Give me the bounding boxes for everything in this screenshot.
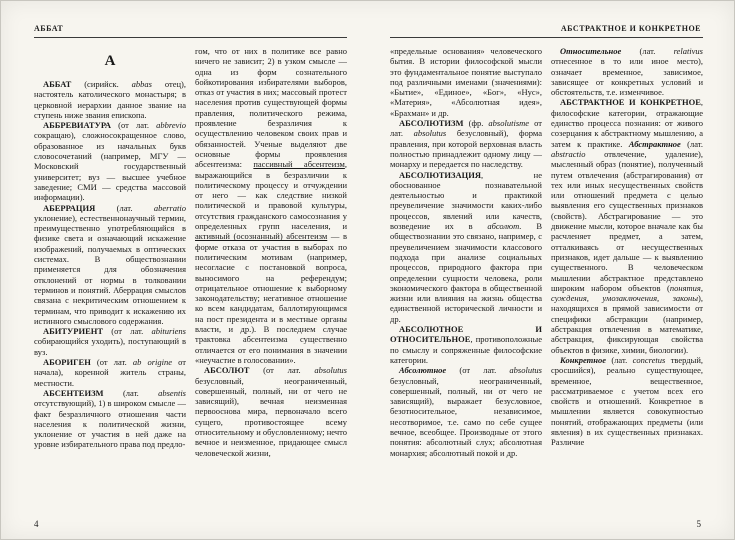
- emphasis-text: abbas: [131, 79, 152, 89]
- section-letter: А: [104, 53, 116, 69]
- emphasis-text: absolutisme: [488, 118, 530, 129]
- dictionary-entry: АБСОЛЮТ (от лат. absolutus безусловный, неограниченный, совершенный, полный, ни от чего не зависящий), вечная неизменная первооснова мира, первоначало всего сущего, противостоящее всему относительному и обусловленному; нечто вечное и неизменное, придающее смысл человеческой жизни,: [195, 365, 347, 458]
- running-head-left: АББАТ: [34, 24, 64, 33]
- text-column-2: [195, 46, 347, 520]
- emphasis-text: абсолют.: [487, 221, 522, 232]
- dictionary-entry: Относительное (лат. relativus отнесенное в то или иное место), означает временное, зависимое, зависящее от конкретных условий и обстоятельств, т.е. изменчивое.: [551, 46, 703, 98]
- emphasis-text: abstractio: [551, 148, 586, 159]
- text-column-4: [551, 46, 703, 520]
- emphasis-text: absentis: [158, 387, 186, 398]
- emphasis-text: absolutus: [314, 365, 347, 376]
- page-number-right: 5: [696, 519, 701, 529]
- entry-term: АБСОЛЮТ: [204, 365, 250, 376]
- emphasis-text: abituriens: [151, 326, 186, 337]
- entry-term: Относительное: [560, 46, 622, 56]
- dictionary-entry: АБСТРАКТНОЕ И КОНКРЕТНОЕ, философские категории, отражающие единство процесса познания: от живого созерцания к абстрактному мышлению, а затем к практике. Абстрактное (лат. abstractio отвлечение, удаление), мысленный образ (понятие), полученный путем отвлечения (абстрагирования) от тех или иных несущественных свойств или отношений предмета с целью выявления его существенных признаков (свойств). Абстрагирование — это движение мысли, которое вначале как бы расчленяет предмет, а затем, отталкиваясь от несущественных признаков, идет дальше — к выявлению существенного. В человеческом мышлении абстрактное представлено широким набором объектов (понятия, суждения, умозаключения, законы), находящихся в прямой зависимости от специфики абстракции (например, абстракция отвлечения в математике, абстракция, фиксирующая свойства объектов в физике, химии, биологии).: [551, 97, 703, 355]
- dictionary-entry: Конкретное (лат. concretus твердый, сросшийся), реально существующее, временное, вещественное, рассматриваемое с учетом всех его свойств и отношений. Конкретное в мышлении является совокупностью понятий, отображающих предметы (или явления) в их существенных признаках. Различие: [551, 354, 703, 448]
- entry-term: АБСОЛЮТНОЕ И ОТНОСИТЕЛЬНОЕ: [390, 324, 542, 345]
- entry-term: АБСТРАКТНОЕ И КОНКРЕТНОЕ: [560, 97, 701, 108]
- emphasis-text: понятия, суждения, умозаключения, законы: [551, 282, 703, 304]
- entry-term: АБИТУРИЕНТ: [43, 326, 104, 337]
- entry-term: АБСОЛЮТИЗАЦИЯ: [399, 169, 481, 180]
- entry-term: Абсолютное: [399, 365, 447, 376]
- emphasis-text: Абстрактное: [628, 138, 681, 149]
- entry-term: АБСОЛЮТИЗМ: [399, 118, 464, 129]
- dictionary-entry: АБИТУРИЕНТ (от лат. abituriens собирающийся уходить), поступающий в вуз.: [34, 326, 186, 357]
- dictionary-entry: АББРЕВИАТУРА (от лат. abbrevio сокращаю), сложносокращенное слово, образованное из начальных букв словосочетаний (например, МГУ — Московский государственный университет; вуз — высшее учебное заведение; СМИ — средства массовой информации).: [34, 120, 186, 203]
- emphasis-text: aberratio: [153, 202, 186, 213]
- entry-term: АБСЕНТЕИЗМ: [43, 387, 104, 398]
- dictionary-entry: АБОРИГЕН (от лат. ab origine от начала), коренной житель страны, местности.: [34, 357, 186, 388]
- dictionary-entry: АБСОЛЮТИЗМ (фр. absolutisme от лат. absolutus безусловный), форма правления, при которой верховная власть полностью принадлежит одному лицу — монарху и передается по наследству.: [390, 118, 542, 170]
- text-column-3: [390, 46, 542, 520]
- header-rule-left: [34, 37, 347, 38]
- text-column-1: [34, 46, 186, 520]
- dictionary-entry: Абсолютное (от лат. absolutus безусловный, неограниченный, совершенный, полный, ни от чего не зависящий), выражает безусловное, безотносительное, независимое, несотворимое, т.е. само по себе сущее вечное, всеобщее. Производные от этого понятия: абсолютный слух; абсолютная монархия; абсолютный покой и др.: [390, 365, 542, 458]
- emphasis-text: пассивный абсентеизм: [253, 159, 345, 170]
- page-number-left: 4: [34, 519, 39, 529]
- emphasis-text: ab origine: [132, 357, 173, 368]
- dictionary-entry: АБЕРРАЦИЯ (лат. aberratio уклонение), естественнонаучный термин, преимущественно употребляющийся в физике света и означающий искажение изображений, получаемых в оптических системах. В обществознании применяется для обозначения отклонений от нормы в толковании терминов и понятий. Аберрация смыслов связана с некритическим отношением к терминам, что приводит к искажению их истинного смыслового содержания.: [34, 202, 186, 326]
- emphasis-text: relativus: [673, 46, 703, 56]
- dictionary-entry: АБСЕНТЕИЗМ (лат. absentis отсутствующий), 1) в широком смысле — факт безразличного отношения части населения к политической жизни, уклонение от участия в ней даже на уровне избирательного права под предло-: [34, 387, 186, 450]
- dictionary-entry: АБСОЛЮТИЗАЦИЯ, не обоснованное познавательной деятельностью и практикой преувеличение значимости каких-либо процессов, явлений или качеств, возведение их в абсолют. В обществознании это связано, например, с преувеличением значимости классового подхода при анализе социальных процессов, природного фактора при определении сущности человека, роли экономического фактора в общественной жизни или влияния на жизнь общества единственной исторической личности и др.: [390, 169, 542, 324]
- entry-term: АБОРИГЕН: [43, 357, 91, 368]
- emphasis-text: abbrevio: [156, 120, 186, 131]
- dictionary-entry: АББАТ (сирийск. abbas отец), настоятель католического монастыря; в церковной иерархии данное звание на ступень ниже звания епископа.: [34, 79, 186, 120]
- emphasis-text: concretus: [632, 354, 666, 365]
- emphasis-text: absolutus: [413, 128, 447, 139]
- dictionary-entry: АБСОЛЮТНОЕ И ОТНОСИТЕЛЬНОЕ, противоположные по смыслу и сопряженные философские категории.: [390, 324, 542, 365]
- entry-continuation: «предельные основания» человеческого бытия. В истории философской мысли это фундаментальное понятие выступало под различными именами (значениями): «Бытие», «Единое», «Бог», «Нус», «Материя», «Абсолютная идея», «Брахман» и др.: [390, 46, 542, 118]
- entry-term: АББАТ: [43, 79, 72, 89]
- header-rule-right: [390, 37, 703, 38]
- running-head-right: АБСТРАКТНОЕ И КОНКРЕТНОЕ: [560, 24, 701, 33]
- entry-term: АБЕРРАЦИЯ: [43, 202, 96, 213]
- emphasis-text: absolutus: [509, 365, 542, 376]
- entry-term: Конкретное: [560, 354, 606, 365]
- emphasis-text: активный (осознанный) абсентеизм: [195, 231, 328, 242]
- entry-continuation: гом, что от них в политике все равно ничего не зависит; 2) в узком смысле — одна из форм сознательного бойкотирования избирателями выборов, отказ от участия в них; массовый протест населения против существующей формы правления, политического режима, проявление безразличия к осуществлению человеком своих прав и обязанностей. Ученые выделяют две основные формы проявления абсентеизма: пассивный абсентеизм, выражающийся в безразличии к политическому процессу и отчуждении от него — как следствие низкой политической и правовой культуры, отсутствия гражданского самосознания у определенных групп населения, и активный (осознанный) абсентеизм — в форме отказа от участия в выборах по политическим мотивам (например, несогласие с постановкой вопроса, выносимого на референдум; отрицательное отношение к выборному законодательству; негативное отношение ко всем кандидатам, баллотирующимся на пост президента и в местные органы власти, и др.). В последнем случае трактовка абсентеизма существенно отличается от его понимания в значении «неучастие в голосовании».: [195, 46, 347, 365]
- entry-term: АББРЕВИАТУРА: [43, 120, 112, 131]
